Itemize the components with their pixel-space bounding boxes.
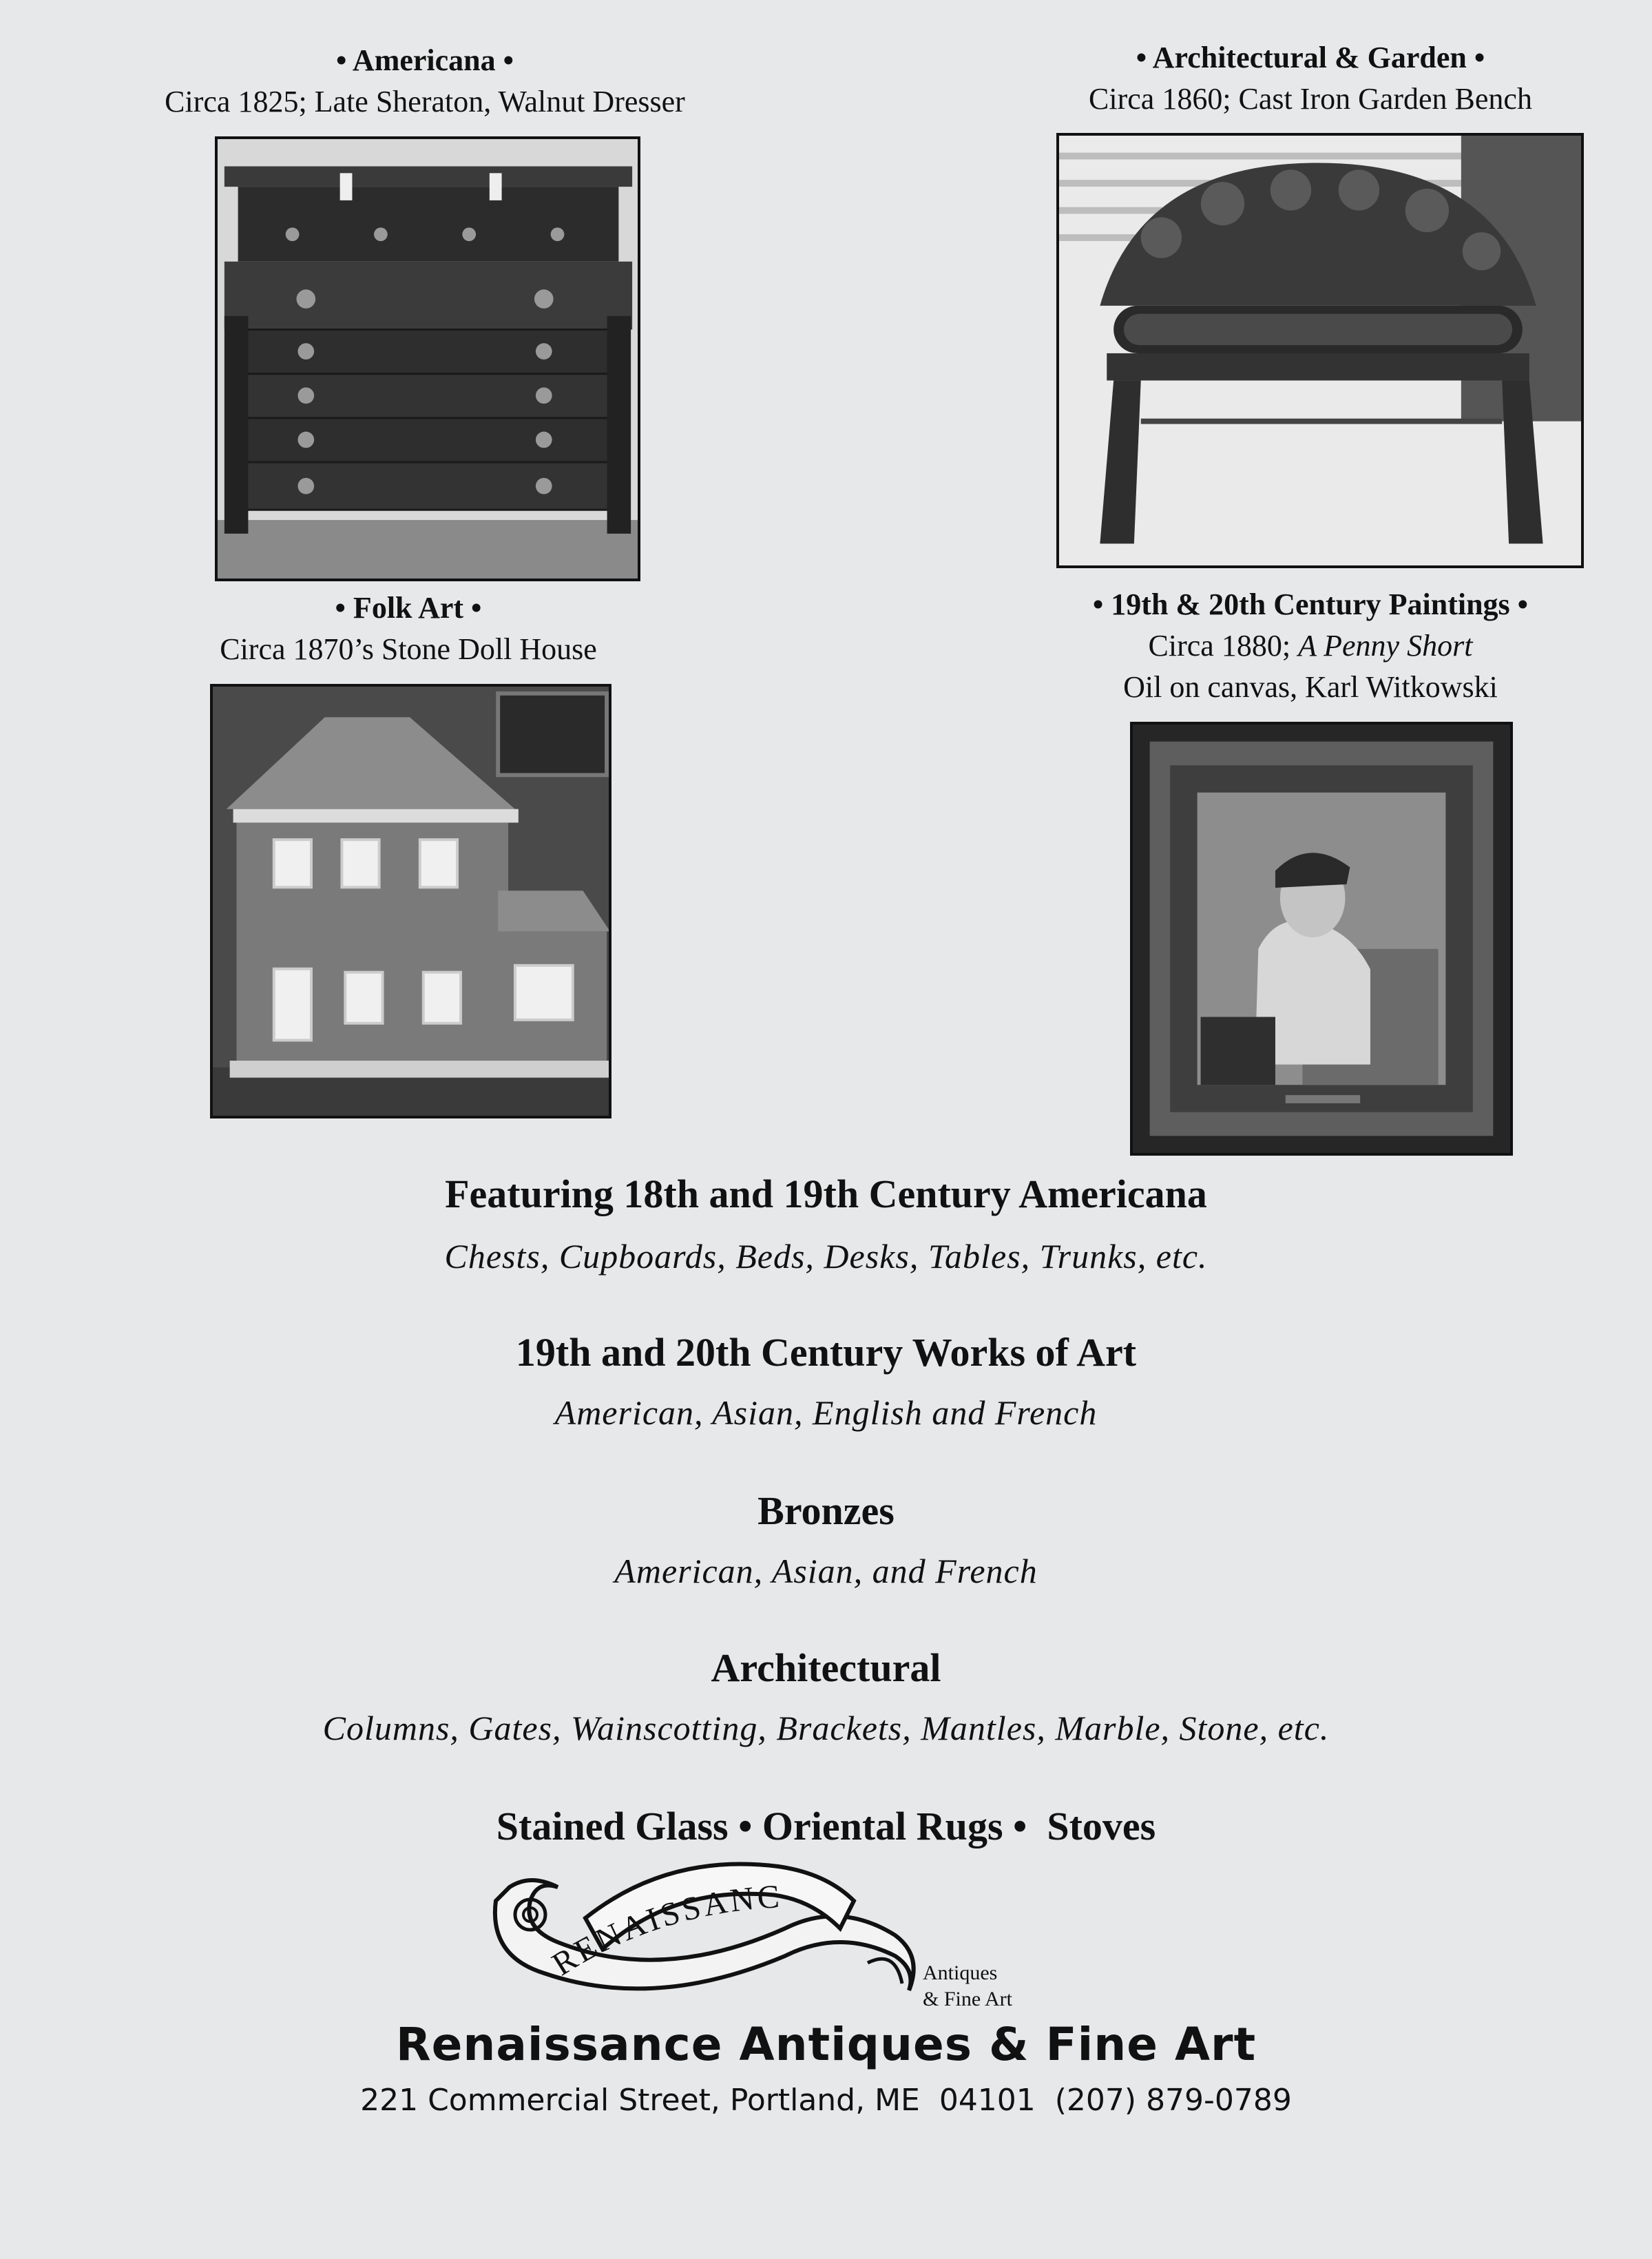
logo-banner-text: RENAISSANC — [545, 1878, 784, 1984]
extras-line: Stained Glass • Oriental Rugs • Stoves — [496, 1804, 1156, 1849]
paintings-caption-title: A Penny Short — [1298, 629, 1473, 663]
folk-art-title: • Folk Art • — [335, 591, 482, 625]
logo-side-text — [923, 1960, 1012, 2012]
americana-title: • Americana • — [335, 43, 514, 77]
paintings-caption-prefix: Circa 1880; — [1148, 629, 1299, 663]
dresser-photo — [215, 136, 640, 581]
section-bronzes-heading: Bronzes — [757, 1488, 895, 1533]
paintings-title: • 19th & 20th Century Paintings • — [1092, 587, 1529, 621]
folk-art-caption: Circa 1870’s Stone Doll House — [220, 632, 597, 666]
americana-caption: Circa 1825; Late Sheraton, Walnut Dresser — [165, 85, 685, 118]
garden-bench-photo — [1056, 133, 1584, 568]
renaissance-logo — [482, 1853, 923, 2018]
section-architectural-heading: Architectural — [711, 1645, 941, 1690]
architectural-garden-caption: Circa 1860; Cast Iron Garden Bench — [1089, 82, 1532, 116]
section-americana-items: Chests, Cupboards, Beds, Desks, Tables, Trunks, etc. — [444, 1237, 1208, 1276]
section-works-of-art-items: American, Asian, English and French — [554, 1393, 1098, 1432]
painting-photo — [1130, 722, 1513, 1156]
company-name: Renaissance Antiques & Fine Art — [395, 2018, 1257, 2071]
paintings-caption — [994, 628, 1627, 663]
section-works-of-art-heading: 19th and 20th Century Works of Art — [515, 1330, 1137, 1375]
section-americana-heading: Featuring 18th and 19th Century Americana — [445, 1172, 1207, 1216]
company-address: 221 Commercial Street, Portland, ME 04101 (207) 879-0789 — [360, 2083, 1292, 2118]
paintings-caption-medium: Oil on canvas, Karl Witkowski — [1123, 670, 1498, 704]
section-bronzes-items: American, Asian, and French — [614, 1552, 1038, 1590]
section-architectural-items: Columns, Gates, Wainscotting, Brackets, Mantles, Marble, Stone, etc. — [322, 1709, 1330, 1747]
architectural-garden-title: • Architectural & Garden • — [1136, 41, 1485, 74]
doll-house-photo — [210, 684, 611, 1118]
logo-side-line2: & Fine Art — [923, 1988, 1013, 2010]
logo-side-line1: Antiques — [923, 1961, 998, 1984]
